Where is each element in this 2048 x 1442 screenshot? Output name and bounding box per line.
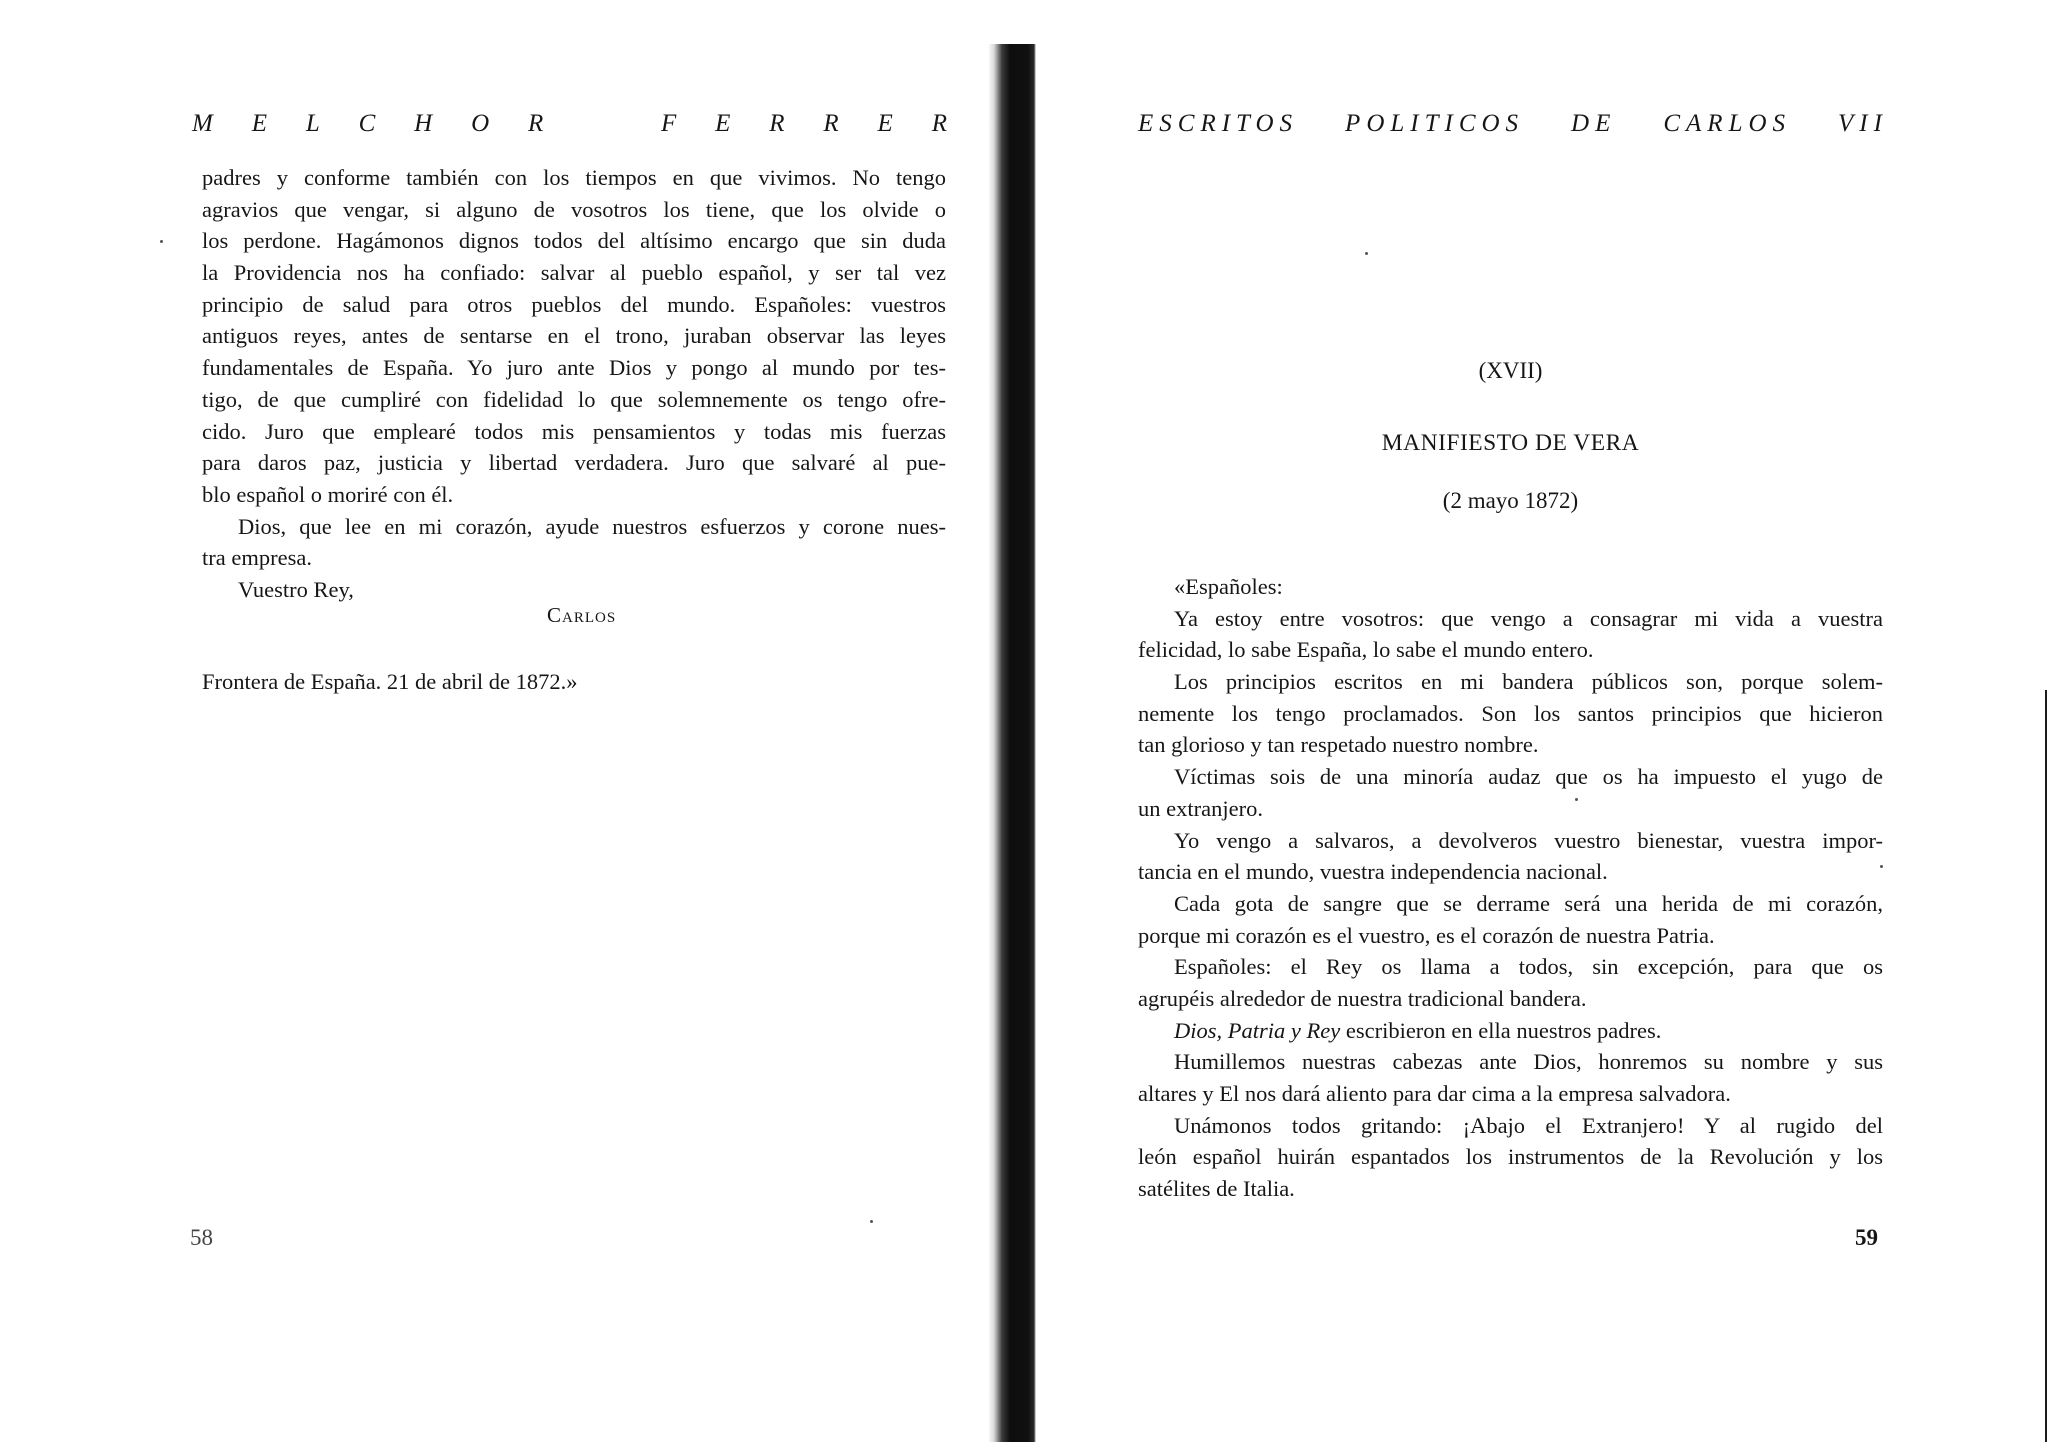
- text-line: Cada gota de sangre que se derrame será una herida de mi corazón,: [1174, 890, 1883, 916]
- text-line: agravios que vengar, si alguno de vosotros los tiene, que los olvide o: [202, 196, 946, 222]
- page-number: 59: [1855, 1225, 1878, 1250]
- text-line: Yo vengo a salvaros, a devolveros vuestro bienestar, vuestra impor-: [1174, 827, 1883, 853]
- text-line: cido. Juro que emplearé todos mis pensamientos y todas mis fuerzas: [202, 418, 946, 444]
- running-head-word: CARLOS: [1663, 110, 1792, 137]
- section-date: (2 mayo 1872): [1442, 488, 1579, 513]
- text-line: nemente los tengo proclamados. Son los santos principios que hicieron: [1138, 700, 1883, 726]
- scan-speck: [870, 1220, 873, 1223]
- left-page: [0, 0, 990, 1442]
- text-line: fundamentales de España. Yo juro ante Dios y pongo al mundo por tes-: [202, 355, 946, 381]
- text-line: principio de salud para otros pueblos del mundo. Españoles: vuestros: [202, 291, 946, 317]
- text-line: la Providencia nos ha confiado: salvar al pueblo español, y ser tal vez: [202, 260, 946, 286]
- section-title: MANIFIESTO DE VERA: [1381, 430, 1640, 456]
- text-line: altares y El nos dará aliento para dar cima a la empresa salvadora.: [1138, 1081, 1731, 1106]
- running-head-space: [582, 110, 622, 138]
- text-line: «Españoles:: [1174, 574, 1283, 599]
- motto-continuation: escribieron en ella nuestros padres.: [1345, 1017, 1662, 1043]
- running-head-letter: F: [660, 110, 677, 137]
- text-line: agrupéis alrededor de nuestra tradicional bandera.: [1138, 985, 1587, 1011]
- page-edge-shadow: [2045, 690, 2047, 1442]
- text-line: satélites de Italia.: [1138, 1176, 1295, 1202]
- text-line: antiguos reyes, antes de sentarse en el trono, juraban observar las leyes: [202, 323, 946, 349]
- motto-text: Dios, Patria y Rey: [1174, 1017, 1341, 1043]
- running-head-letter: E: [251, 110, 267, 137]
- text-line: un extranjero.: [1138, 795, 1263, 821]
- running-head-letter: C: [358, 110, 376, 137]
- dateline: Frontera de España. 21 de abril de 1872.»: [202, 669, 578, 694]
- text-line: Los principios escritos en mi bandera públicos son, porque solem-: [1174, 669, 1883, 695]
- text-line: Dios, que lee en mi corazón, ayude nuestros esfuerzos y corone nues-: [238, 513, 946, 539]
- right-body-text: [1138, 571, 1883, 1205]
- book-gutter: [988, 44, 1036, 1442]
- running-head-letter: E: [715, 110, 731, 137]
- text-line: tancia en el mundo, vuestra independencia nacional.: [1138, 859, 1608, 885]
- section-number: (XVII): [1478, 358, 1543, 383]
- text-line: Humillemos nuestras cabezas ante Dios, honremos su nombre y sus: [1174, 1049, 1883, 1075]
- running-head-letter: R: [527, 110, 544, 137]
- text-line: tigo, de que cumpliré con fidelidad lo que solemnemente os tengo ofre-: [202, 386, 946, 412]
- running-head-word: ESCRITOS: [1138, 110, 1299, 137]
- running-head-letter: E: [877, 110, 893, 137]
- running-head-word: VII: [1838, 110, 1888, 137]
- text-line: tra empresa.: [202, 545, 312, 571]
- text-line: felicidad, lo sabe España, lo sabe el mundo entero.: [1138, 637, 1594, 663]
- text-line: Unámonos todos gritando: ¡Abajo el Extranjero! Y al rugido del: [1174, 1112, 1883, 1138]
- page-number: 58: [190, 1225, 213, 1250]
- left-body-text: [202, 162, 946, 606]
- running-head-letter: R: [931, 110, 947, 137]
- scan-speck: [160, 240, 163, 243]
- running-head-word: DE: [1571, 110, 1617, 137]
- running-head-letter: L: [305, 110, 320, 137]
- text-line: Vuestro Rey,: [238, 576, 354, 602]
- scan-speck: [1365, 252, 1368, 255]
- text-line: blo español o moriré con él.: [202, 481, 454, 507]
- signature: Carlos: [547, 603, 617, 627]
- running-head-letter: H: [414, 110, 433, 137]
- text-line: Ya estoy entre vosotros: que vengo a consagrar mi vida a vuestra: [1174, 605, 1883, 631]
- left-running-head: [192, 110, 947, 138]
- text-line: león español huirán espantados los instrumentos de la Revolución y los: [1138, 1144, 1883, 1170]
- text-line: porque mi corazón es el vuestro, es el corazón de nuestra Patria.: [1138, 922, 1715, 948]
- text-line: Víctimas sois de una minoría audaz que os ha impuesto el yugo de: [1174, 764, 1883, 790]
- running-head-letter: R: [769, 110, 785, 137]
- text-line: Españoles: el Rey os llama a todos, sin excepción, para que os: [1174, 954, 1883, 980]
- scan-speck: [1575, 798, 1578, 801]
- running-head-letter: O: [471, 110, 490, 137]
- text-line: [1138, 1015, 1883, 1047]
- running-head-letter: R: [823, 110, 839, 137]
- text-line: tan glorioso y tan respetado nuestro nombre.: [1138, 732, 1539, 758]
- scan-speck: [1880, 865, 1883, 868]
- running-head-word: POLITICOS: [1345, 110, 1525, 137]
- text-line: padres y conforme también con los tiempos en que vivimos. No tengo: [202, 165, 946, 190]
- running-head-letter: M: [192, 110, 213, 137]
- text-line: los perdone. Hagámonos dignos todos del altísimo encargo que sin duda: [202, 228, 946, 254]
- text-line: para daros paz, justicia y libertad verdadera. Juro que salvaré al pue-: [202, 450, 946, 476]
- right-running-head: [1138, 110, 1888, 138]
